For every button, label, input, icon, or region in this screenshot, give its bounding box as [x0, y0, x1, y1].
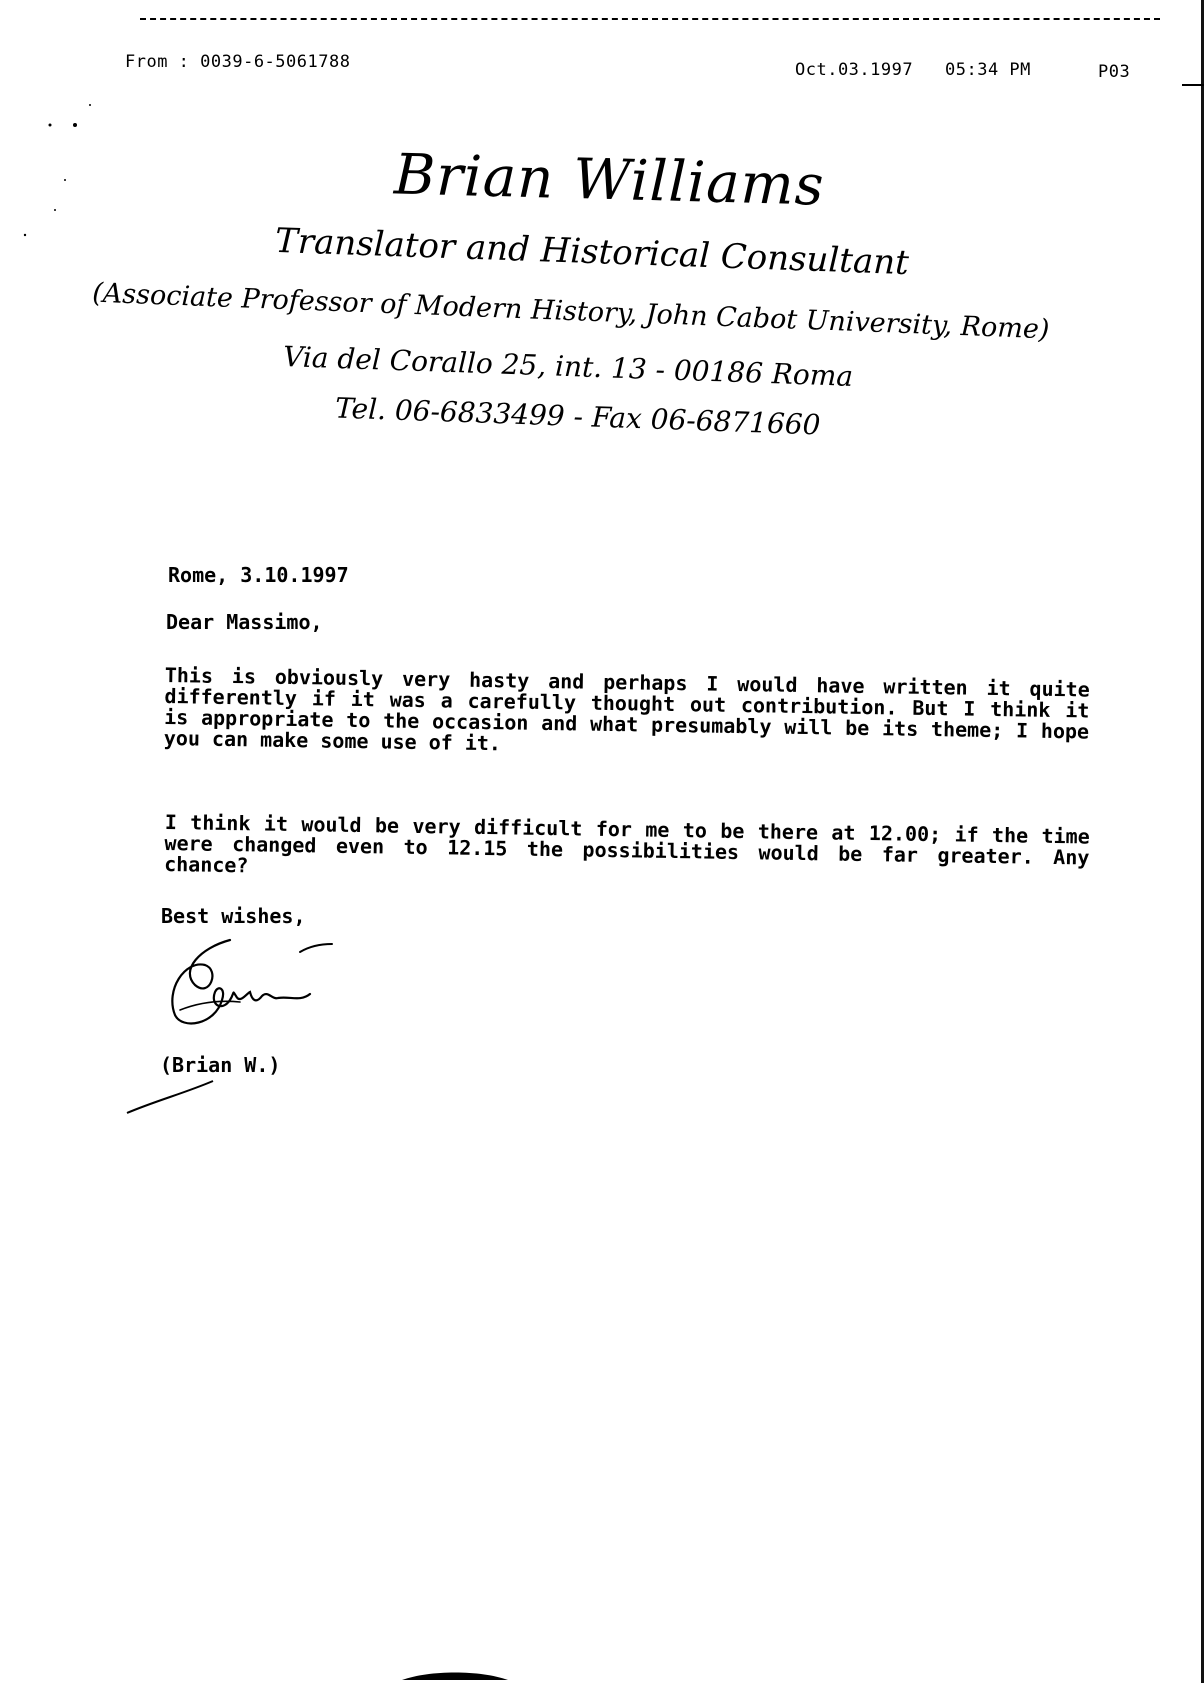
handwritten-signature	[160, 930, 350, 1040]
letterhead-title: Translator and Historical Consultant	[274, 220, 910, 284]
letter-closing: Best wishes,	[161, 904, 306, 928]
letterhead-affiliation: (Associate Professor of Modern History, John Cabot University, Rome)	[91, 277, 1050, 346]
letter-salutation: Dear Massimo,	[166, 610, 323, 634]
fax-noise-stroke	[125, 1075, 215, 1115]
fax-time: 05:34 PM	[945, 60, 1031, 80]
fax-page-number: P03	[1098, 62, 1131, 82]
letter-paragraph: I think it would be very difficult for me to be there at 12.00; if the time were changed even to 12.15 the possibilities would be far greater. Any chance?	[163, 810, 1090, 878]
letterhead-address: Via del Corallo 25, int. 13 - 00186 Roma	[282, 340, 854, 393]
letterhead-phone-fax: Tel. 06-6833499 - Fax 06-6871660	[334, 391, 822, 442]
page-edge-tick	[1182, 84, 1204, 86]
fax-noise-specks	[20, 70, 110, 250]
letter-signoff: (Brian W.)	[160, 1053, 281, 1077]
letter-dateline: Rome, 3.10.1997	[168, 563, 349, 587]
letter-paragraph: This is obviously very hasty and perhaps I would have written it quite differently if it was a carefully thought out contribution. But I think it is appropriate to the occasion and what presumably will be its theme; I hope you can make some use of it.	[163, 663, 1090, 756]
fax-from-number: From : 0039-6-5061788	[125, 52, 351, 72]
fax-date: Oct.03.1997	[795, 60, 914, 80]
fax-transmission-dashed-line	[140, 18, 1160, 20]
fax-noise-blot	[400, 1660, 510, 1683]
letterhead-name: Brian Williams	[393, 142, 826, 219]
